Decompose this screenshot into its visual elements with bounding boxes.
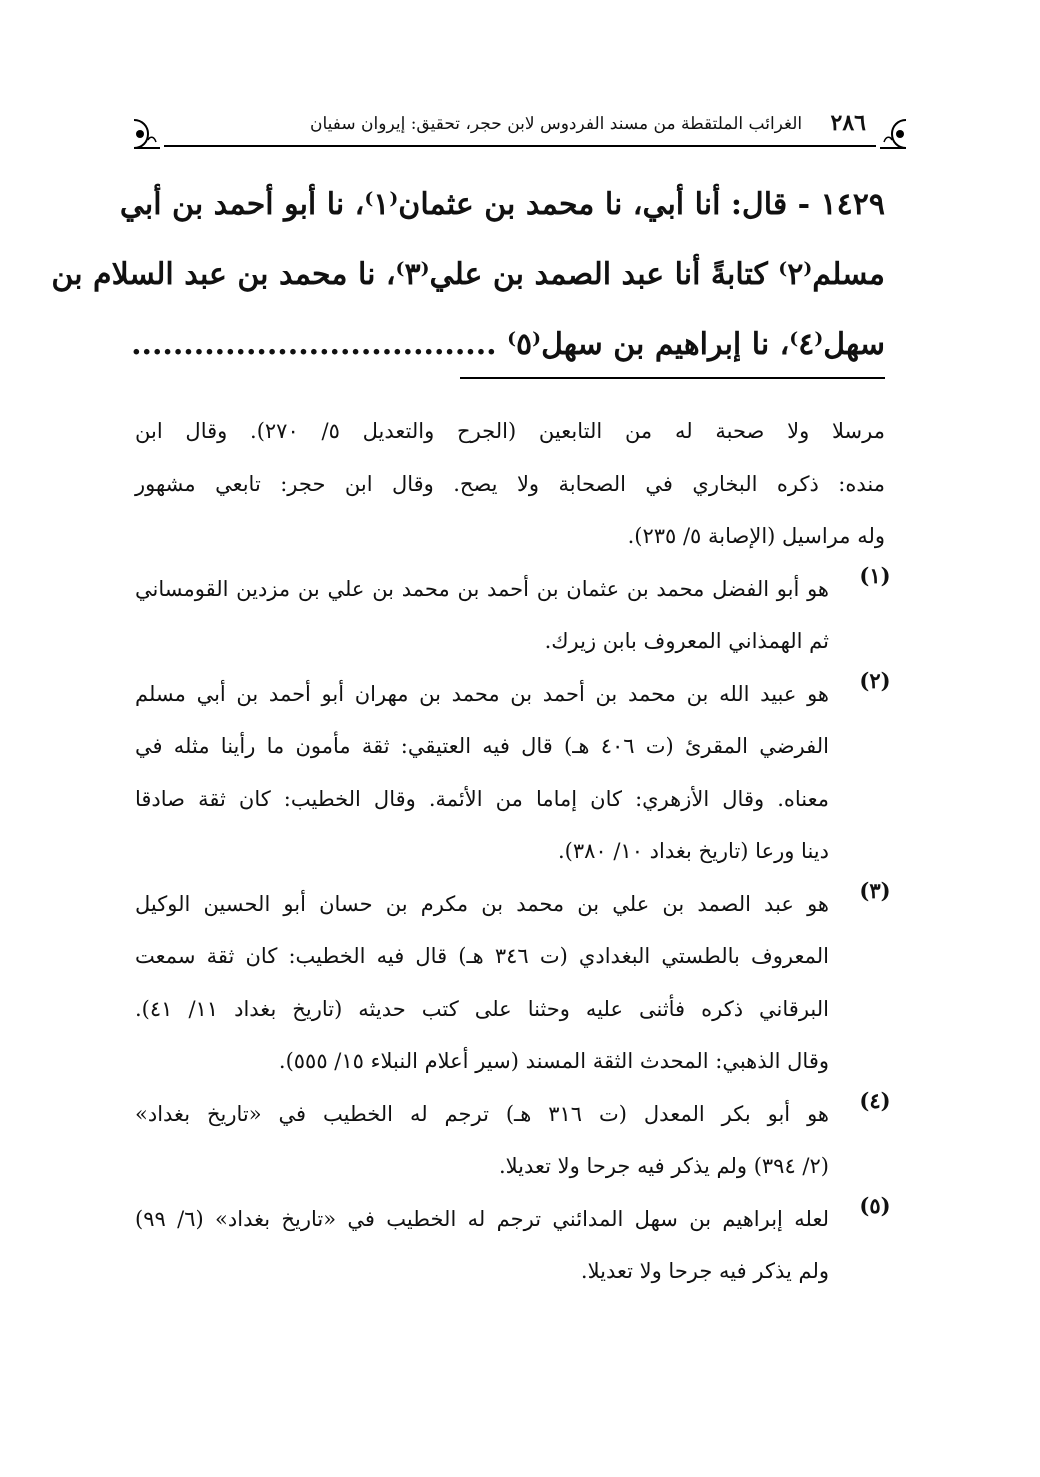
footnote-line: دينا ورعا (تاريخ بغداد ١٠/ ٣٨٠). bbox=[557, 839, 829, 863]
footnote-line: ولم يذكر فيه جرحا ولا تعديلا. bbox=[580, 1259, 829, 1283]
main-line: مسلم⁽٢⁾ كتابةً أنا عبد الصمد بن علي⁽٣⁾، نا محمد بن عبد السلام بن bbox=[51, 257, 885, 292]
footnote-number: (٥) bbox=[859, 1192, 891, 1218]
footnote-4 bbox=[135, 1087, 891, 1193]
footnote-line: ثم الهمذاني المعروف بابن زيرك. bbox=[544, 629, 829, 653]
footnote-number: (١) bbox=[859, 562, 891, 588]
page-number: ٢٨٦ bbox=[830, 110, 866, 136]
footnote-line: هو أبو بكر المعدل (ت ٣١٦ هـ) ترجم له الخطيب في «تاريخ بغداد» bbox=[135, 1101, 830, 1126]
footnote-line: المعروف بالطستي البغدادي (ت ٣٤٦ هـ) قال فيه الخطيب: كان ثقة سمعت bbox=[135, 944, 829, 968]
footnote-line: هو عبد الصمد بن علي بن محمد بن مكرم بن حسان أبو الحسين الوكيل bbox=[135, 891, 829, 916]
footnote-line: وقال الذهبي: المحدث الثقة المسند (سير أعلام النبلاء ١٥/ ٥٥٥). bbox=[278, 1049, 829, 1073]
footnote-line: (٢/ ٣٩٤) ولم يذكر فيه جرحا ولا تعديلا. bbox=[498, 1154, 829, 1178]
running-title: الغرائب الملتقطة من مسند الفردوس لابن حجر، تحقيق: إيروان سفيان bbox=[310, 114, 803, 134]
footnote-number: (٤) bbox=[859, 1087, 891, 1113]
footnote-separator bbox=[460, 377, 885, 379]
footnote-line: هو أبو الفضل محمد بن عثمان بن أحمد بن محمد بن علي بن مزدين القومساني bbox=[135, 576, 829, 601]
footnote-2 bbox=[135, 667, 891, 878]
main-line: سهل⁽٤⁾، نا إبراهيم بن سهل⁽٥⁾ ................................... bbox=[131, 327, 885, 362]
footnote-line: هو عبيد الله بن محمد بن أحمد بن محمد بن مهران أبو أحمد بن أبي مسلم bbox=[135, 681, 829, 706]
footnote-number: (٣) bbox=[859, 877, 891, 903]
footnote-number: (٢) bbox=[859, 667, 891, 693]
main-text bbox=[51, 170, 885, 380]
footnote-line: الفرضي المقرئ (ت ٤٠٦ هـ) قال فيه العتيقي: ثقة مأمون ما رأينا مثله في bbox=[135, 734, 829, 758]
footnote-line: وله مراسيل (الإصابة ٥/ ٢٣٥). bbox=[627, 524, 885, 548]
footnote-line: مرسلا ولا صحبة له من التابعين (الجرح والتعديل ٥/ ٢٧٠). وقال ابن bbox=[135, 419, 885, 443]
main-line: ١٤٢٩ - قال: أنا أبي، نا محمد بن عثمان⁽١⁾، نا أبو أحمد بن أبي bbox=[119, 187, 885, 222]
page-header bbox=[130, 100, 910, 156]
ornament-right-icon bbox=[876, 114, 910, 154]
footnote-line: منده: ذكره البخاري في الصحابة ولا يصح. وقال ابن حجر: تابعي مشهور bbox=[135, 471, 885, 496]
footnote-line: البرقاني ذكره فأثنى عليه وحثنا على كتب حديثه (تاريخ بغداد ١١/ ٤١). bbox=[135, 996, 829, 1021]
header-rule bbox=[164, 145, 876, 147]
footnote-1 bbox=[135, 562, 891, 668]
footnote-3 bbox=[135, 877, 891, 1088]
footnote-line: لعله إبراهيم بن سهل المدائني ترجم له الخطيب في «تاريخ بغداد» (٦/ ٩٩) bbox=[135, 1206, 829, 1231]
footnote-5 bbox=[135, 1192, 891, 1298]
footnote-line: معناه. وقال الأزهري: كان إماما من الأئمة. وقال الخطيب: كان ثقة صادقا bbox=[135, 786, 829, 811]
footnote-continuation bbox=[135, 405, 885, 563]
ornament-left-icon bbox=[130, 114, 164, 154]
footnotes bbox=[135, 405, 891, 1298]
